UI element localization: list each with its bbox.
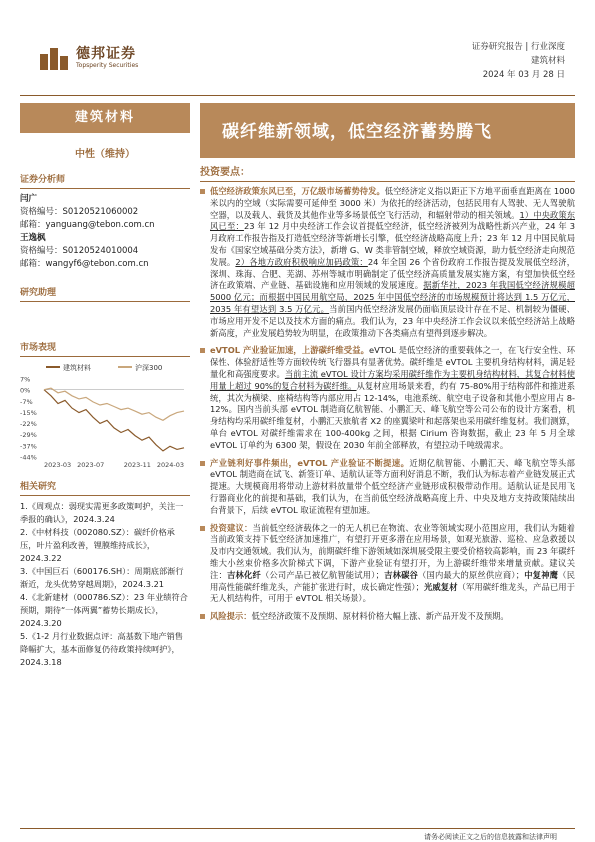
paragraph-evtol [200, 345, 575, 451]
y-tick-label: -37% [20, 442, 37, 451]
bullet-icon [200, 348, 205, 353]
y-tick-label: -22% [20, 420, 37, 429]
paragraph-text: （公司产品已被亿航智能试用）； [260, 569, 384, 580]
paragraph-text: 低空经济政策不及预期、原材料价格大幅上涨、新产品开发不及预期。 [251, 611, 509, 622]
sidebar [20, 103, 190, 669]
x-tick-label: 2023-03 [44, 461, 72, 469]
market-section-title: 市场表现 [20, 340, 190, 357]
page-header [0, 0, 595, 110]
stock-name: 光威复材 [423, 581, 458, 592]
x-tick-label: 2023-07 [77, 461, 105, 469]
investment-points-heading: 投资要点： [200, 163, 575, 182]
paragraph-lead: 低空经济政策东风已至，万亿级市场蓄势待发。 [210, 186, 385, 196]
paragraph-underline: 据新华社，2023 年我国低空经济规模超 5000 亿元；而根据中国民用航空局，2025 年中国低空经济的市场规模预计将达到 1.5 万亿元，2035 年有望达到 3.5 万亿元。 [210, 280, 575, 314]
related-item[interactable]: 5.《1-2 月行业数据点评：高基数下地产销售降幅扩大，基本面修复仍待政策持续呵护》，2024.3.18 [20, 631, 183, 667]
rating: 中性（维持） [75, 149, 135, 160]
paragraph-industry-chain [200, 458, 575, 517]
x-tick-label: 2023-11 [123, 461, 151, 469]
related-item[interactable]: 4.《北新建材（000786.SZ）：23 年业绩符合预期，期待“一体两翼”蓄势长期成长》，2024.3.20 [20, 592, 188, 628]
logo-name: 德邦证券 [76, 46, 136, 62]
legend-label: 沪深300 [135, 364, 163, 372]
bullet-icon [200, 614, 205, 619]
analyst-cert: 资格编号：S0120521060002 [20, 207, 139, 217]
header-industry: 建筑材料 [530, 56, 565, 66]
paragraph-text: 24 年全国 26 个省份政府工作报告提及发展低空经济，深圳、珠海、合肥、芜湖、苏州等城市明确制定了低空经济高质量发展实施方案，有望加快低空经济在政策端、产业链、基础设施和应用领域的发展速度。 [210, 256, 575, 291]
related-item[interactable]: 3.《中国巨石（600176.SH）：周期底部渐行渐近，龙头优势穿越周期》，2024.3.21 [20, 566, 184, 589]
paragraph-investment-advice [200, 523, 575, 606]
analyst-name: 王逸枫 [20, 233, 46, 243]
related-item[interactable]: 1.《周观点：弱现实需更多政策呵护，关注一季报的确认》，2024.3.24 [20, 501, 184, 524]
paragraph-text: （民用高性能碳纤维龙头，产能扩张进行时，成长确定性强）； [210, 569, 575, 592]
analyst-block [20, 193, 190, 271]
paragraph-underline: 1）中央政策东风已至： [210, 209, 575, 232]
bullet-icon [200, 461, 205, 466]
header-divider [20, 95, 575, 96]
paragraph-text: 近期亿航智能、小鹏汇天、峰飞航空等头部 eVTOL 制造商在试飞、新签订单、适航认证等方面利好消息不断，我们认为标志着产业链发展正式提速。大规模商用将带动上游材料放量带个低空经济产业链形成积极带动作用。适航认证是民用飞行器商业化的前提和基础，我们认为，在当前低空经济战略高度上升、中央及地方支持政策陆续出台背景下，后续 eVTOL 取证流程有望加速。 [210, 457, 575, 515]
paragraph-text: 从复材应用场景来看，约有 75-80%用于结构部件和推进系统，其次为横梁、座椅结构等内部应用占 12-14%，电池系统、航空电子设备和其他小型应用占 8-12%。国内当前头部 eVTOL 制造商亿航智能、小鹏汇天、峰飞航空等公司公布的设计方案看，机身结构均采用碳纤维复材，小鹏汇天旅航者 X2 的座翼梁叶和起落架也采用碳纤维复材。我们测算，单台 eVTOL 对碳纤维需求在 100-400kg 之间，根据 Cirium 咨询数据，截止 23 年 5 月全球 eVTOL 订单约为 6300 架，假设在 2030 年前全部释放，有望拉动千吨级需求。 [210, 380, 575, 450]
related-section-title: 相关研究 [20, 479, 190, 496]
paragraph-underline: 2）各地方政府积极响应加码政策： [235, 256, 368, 267]
y-tick-label: -7% [20, 397, 33, 406]
analyst-email[interactable]: 邮箱：wangyf6@tebon.com.cn [20, 259, 149, 269]
logo-mark-icon [40, 46, 70, 70]
paragraph-underline: 当前主流 eVTOL 设计方案均采用碳纤维作为主要机身结构材料，其复合材料使用量上超过 90%的复合材料为碳纤维。 [210, 368, 575, 391]
paragraph-text: （国内最大的原丝供应商）； [418, 569, 525, 580]
paragraph-text: （军用碳纤维龙头，产品已用于无人机结构件，可用于 eVTOL 相关场景）。 [210, 581, 575, 604]
report-title: 碳纤维新领域，低空经济蓄势腾飞 [222, 122, 492, 142]
paragraph-text: 低空经济定义指以距正下方地平面垂直距离在 1000 米以内的空域（实际需要可延伸至 3000 米）为依托的经济活动，包括民用有人驾驶、无人驾驶航空器，以及载人、载货及其他作业等多场景低空飞行活动，和辐射带动的相关领域。 [210, 186, 575, 220]
page-footer [20, 828, 575, 841]
paragraph-text: 23 年 12 月中央经济工作会议首提低空经济，低空经济被列为战略性新兴产业，24 年 3 月政府工作报告指及打造低空经济等新增长引擎，低空经济战略高度上升；23 年 12 月中国民航局发布《国家空域基础分类方法》，新增 G、W 类非管制空域，释放空域资源，助力低空经济走向规范发展。 [210, 221, 575, 267]
paragraph-risk [200, 611, 575, 623]
market-chart-svg [20, 361, 190, 471]
y-tick-label: 7% [20, 375, 31, 384]
stock-name: 中复神鹰 [524, 569, 559, 580]
market-chart [20, 361, 190, 471]
paragraph-lead: 产业链利好事件频出，eVTOL 产业验证不断提速。 [210, 457, 410, 468]
y-tick-label: -15% [20, 408, 37, 417]
main-content [200, 163, 575, 623]
legend-label: 建筑材料 [63, 364, 91, 372]
bullet-icon [200, 189, 205, 194]
related-item[interactable]: 2.《中材科技（002080.SZ）：碳纤价格承压，叶片盈利改善，锂膜维持成长》，2024.3.22 [20, 527, 175, 563]
analyst-email[interactable]: 邮箱：yanguang@tebon.com.cn [20, 220, 155, 230]
analyst-section-title: 证券分析师 [20, 172, 190, 189]
paragraph-text: eVTOL 是低空经济的重要载体之一，在飞行安全性、环保性、体验舒适性等方面较传统飞行器具有显著优势。碳纤维是 eVTOL 主要机身结构材料，满足轻量化和高强度要求。 [210, 345, 575, 379]
paragraph-lead: 投资建议： [210, 522, 253, 533]
title-banner [200, 103, 575, 158]
logo-en: Topsperity Securities [76, 62, 139, 69]
stock-name: 吉林化纤 [226, 569, 261, 580]
paragraph-text: 当前低空经济载体之一的无人机已在物流、农业等领域实现小范围应用，我们认为随着当前政策支持下低空经济加速推广，有望打开更多潜在应用场景，如观光旅游、巡检、应急救援以及市内交通领域。我们认为，前期碳纤维下游领域如深圳展受限主要受价格较高影响，而 23 年碳纤维大小丝束价格多次阶梯式下调，下游产业验证有望打开，为上游碳纤维带来增量贡献。建议关注： [210, 522, 575, 580]
report-date: 2024 年 03 月 28 日 [482, 70, 565, 80]
bullet-icon [200, 526, 205, 531]
paragraph-lead: eVTOL 产业验证加速，上游碳纤维受益。 [210, 345, 369, 356]
y-tick-label: -29% [20, 431, 37, 440]
paragraph-lead: 风险提示： [210, 611, 252, 622]
related-list [20, 500, 190, 669]
x-tick-label: 2024-03 [156, 461, 184, 469]
analyst-cert: 资格编号：S0120524010004 [20, 246, 139, 256]
series-line [44, 388, 184, 420]
logo [40, 46, 138, 70]
paragraph-text: 当前国内低空经济发展仍面临顶层设计存在不足、机制较为僵硬、市场应用开发不足以及技术方面的痛点。我们认为，23 年中央经济工作会议以来低空经济站上战略新高度，产业发展趋势较为明显，在政策推动下各类痛点有望得到逐步解决。 [210, 303, 575, 338]
y-tick-label: 0% [20, 386, 31, 395]
industry-tag: 建筑材料 [20, 103, 190, 133]
analyst-name: 闫广 [20, 194, 38, 204]
disclaimer-note: 请务必阅读正文之后的信息披露和法律声明 [424, 833, 557, 841]
paragraph-policy [200, 186, 575, 339]
stock-name: 吉林碳谷 [383, 569, 419, 580]
report-type: 证券研究报告 | 行业深度 [471, 42, 565, 52]
assistant-section-title: 研究助理 [20, 285, 190, 302]
y-tick-label: -44% [20, 453, 37, 462]
header-meta [472, 40, 565, 82]
